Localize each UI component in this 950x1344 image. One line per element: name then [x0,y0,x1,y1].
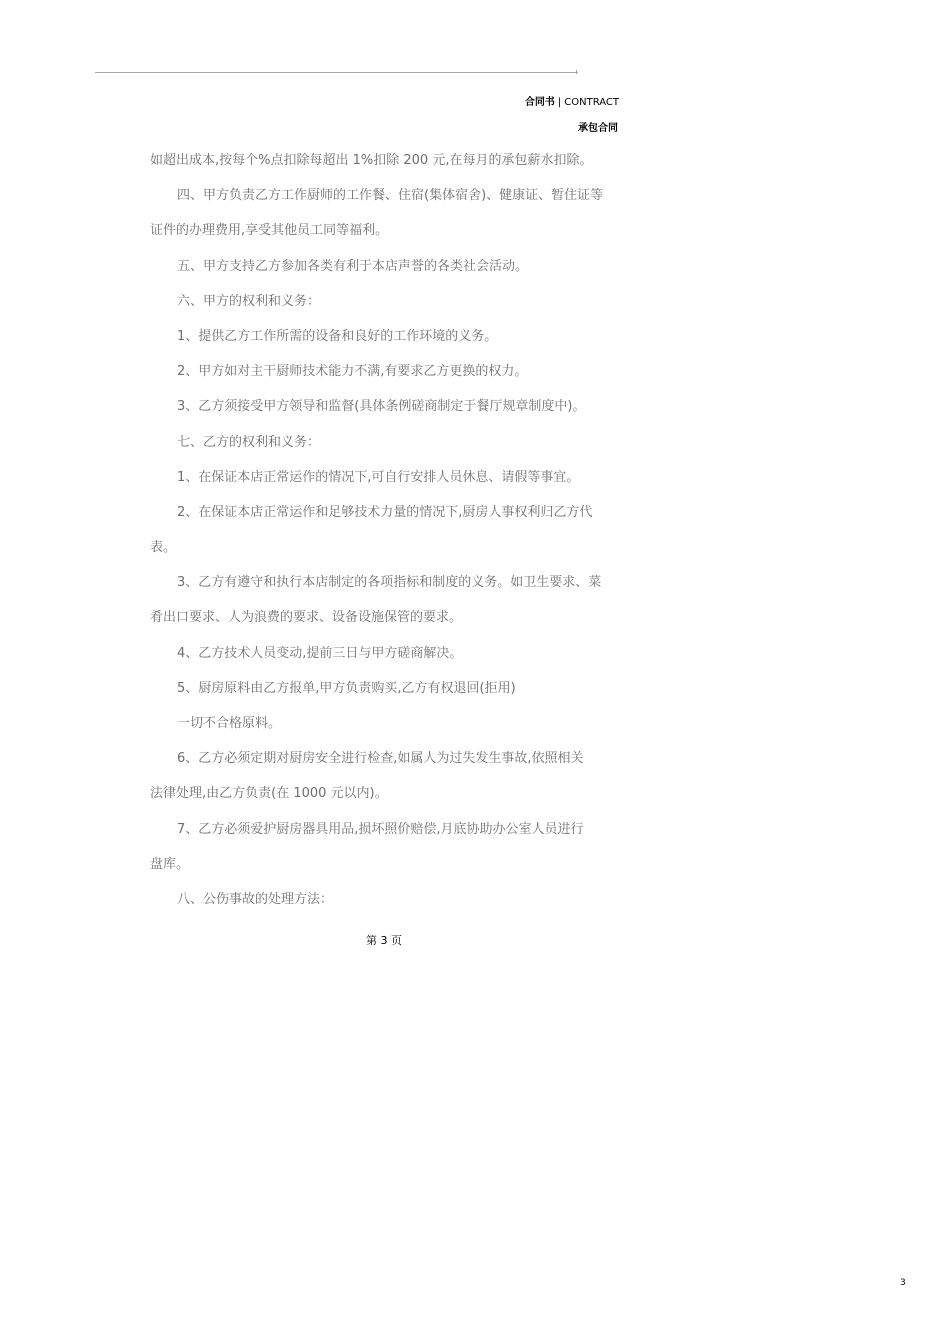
header-title [525,93,619,108]
header-divider [95,72,578,73]
body-paragraph-line: 如超出成本,按每个%点扣除每超出 1%扣除 200 元,在每月的承包薪水扣除。 [150,153,593,168]
body-paragraph-line: 五、甲方支持乙方参加各类有利于本店声誉的各类社会活动。 [177,258,529,274]
body-paragraph-line: 肴出口要求、人为浪费的要求、设备设施保管的要求。 [150,610,463,626]
body-paragraph-line: 1、在保证本店正常运作的情况下,可自行安排人员休息、请假等事宜。 [177,469,580,485]
body-paragraph-line: 6、乙方必须定期对厨房安全进行检查,如属人为过失发生事故,依照相关 [177,751,584,767]
body-paragraph-line: 盘库。 [150,856,190,872]
body-paragraph-line: 5、厨房原料由乙方报单,甲方负责购买,乙方有权退回(拒用) [177,680,516,696]
body-paragraph-line: 六、甲方的权利和义务： [177,293,321,309]
corner-page-number: 3 [900,1278,906,1288]
header-divider-end-mark [576,70,577,74]
contract-body [150,143,630,917]
body-paragraph-line: 表。 [150,540,177,556]
body-paragraph-line: 法律处理,由乙方负责(在 1000 元以内)。 [150,786,388,802]
body-paragraph-line: 2、甲方如对主干厨师技术能力不满,有要求乙方更换的权力。 [177,364,528,380]
body-paragraph-line: 一切不合格原料。 [177,716,282,731]
body-paragraph-line: 七、乙方的权利和义务： [177,434,321,450]
header-title-cn: 合同书 [524,97,555,108]
body-paragraph-line: 4、乙方技术人员变动,提前三日与甲方磋商解决。 [177,645,463,661]
header-separator: | [557,97,562,108]
header-subtitle: 承包合同 [578,123,618,134]
header-title-en: CONTRACT [564,97,619,108]
body-paragraph-line: 八、公伤事故的处理方法： [177,891,334,907]
body-paragraph-line: 证件的办理费用,享受其他员工同等福利。 [150,223,389,239]
body-paragraph-line: 3、乙方须接受甲方领导和监督(具体条例磋商制定于餐厅规章制度中)。 [177,399,586,415]
body-paragraph-line: 2、在保证本店正常运作和足够技术力量的情况下,厨房人事权利归乙方代 [177,504,593,520]
body-paragraph-line: 7、乙方必须爱护厨房器具用品,损坏照价赔偿,月底协助办公室人员进行 [177,821,584,837]
body-paragraph-line: 3、乙方有遵守和执行本店制定的各项指标和制度的义务。如卫生要求、菜 [177,575,602,591]
page-label: 第 3 页 [366,934,402,947]
body-paragraph-line: 四、甲方负责乙方工作厨师的工作餐、住宿(集体宿舍)、健康证、暂住证等 [177,188,604,204]
body-paragraph-line: 1、提供乙方工作所需的设备和良好的工作环境的义务。 [177,328,498,344]
